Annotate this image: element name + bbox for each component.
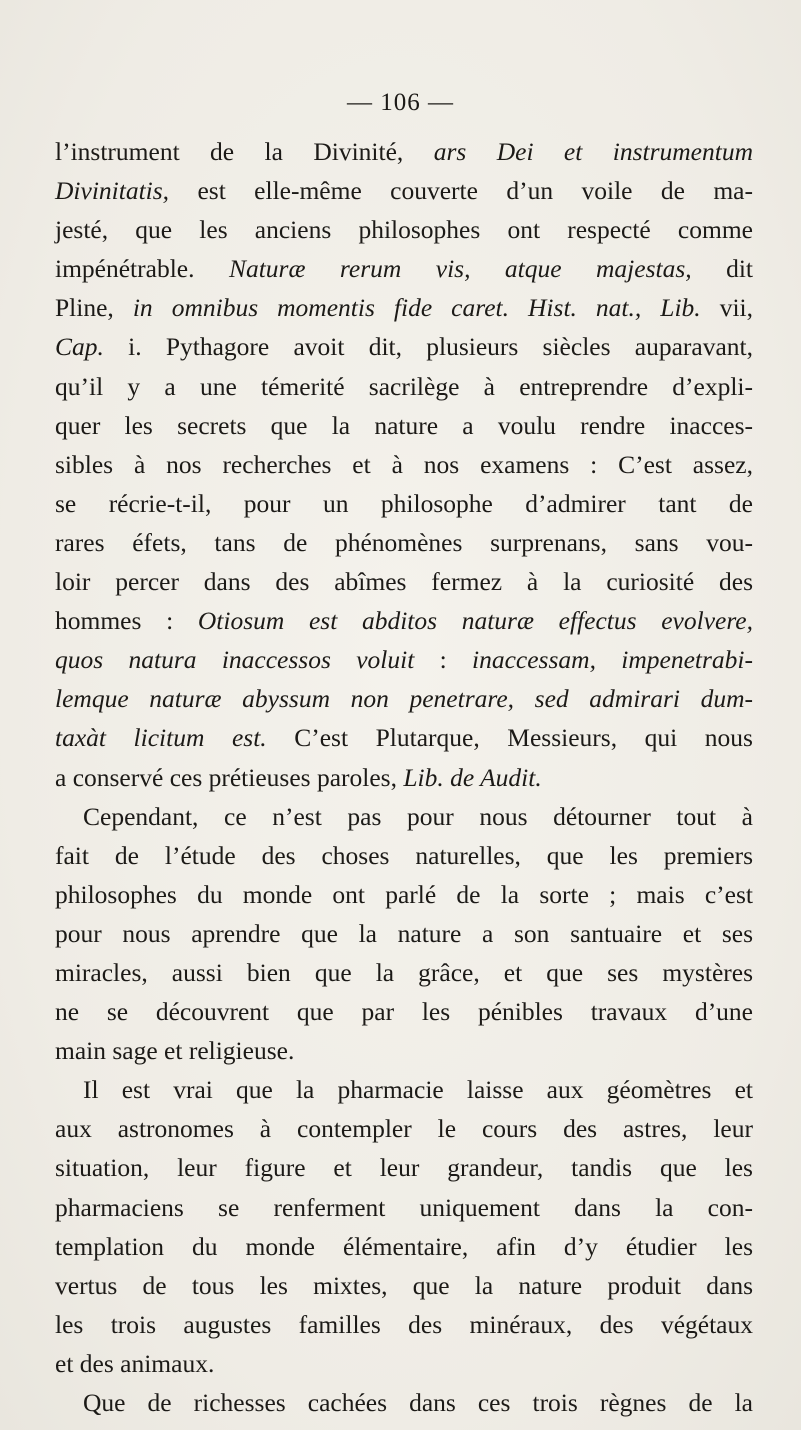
text-line [55, 249, 753, 288]
text-line [55, 758, 753, 797]
text-line [55, 210, 753, 249]
italic-text-segment: Naturæ rerum vis, atque majestas, [228, 254, 692, 284]
text-segment: dit [691, 254, 754, 284]
italic-text-segment: Lib. de Audit. [403, 762, 542, 792]
text-line [55, 484, 753, 523]
text-line [55, 1383, 753, 1422]
italic-text-segment: in omnibus momentis fide caret. Hist. nat., Lib. [132, 293, 701, 323]
text-segment: i. Pythagore avoit dit, plusieurs siècles auparavant, [103, 332, 753, 362]
text-line [55, 1109, 753, 1148]
italic-text-segment: ars Dei et instrumentum [433, 137, 753, 166]
text-segment: les trois augustes familles des minéraux, des végétaux [55, 1309, 753, 1339]
text-line [55, 1031, 753, 1070]
text-line [55, 640, 753, 679]
text-line [55, 367, 753, 406]
text-line [55, 327, 753, 366]
text-segment: miracles, aussi bien que la grâce, et que ses mystères [55, 957, 753, 987]
text-segment: sibles à nos recherches et à nos examens : C’est assez, [55, 449, 753, 479]
italic-text-segment: lemque naturæ abyssum non penetrare, sed admirari dum- [55, 684, 753, 714]
text-segment: Que de richesses cachées dans ces trois règnes de la [83, 1388, 753, 1417]
text-line [55, 992, 753, 1031]
text-segment: quer les secrets que la nature a voulu rendre inacces- [55, 410, 753, 440]
text-segment: impénétrable. [55, 254, 229, 284]
text-segment: aux astronomes à contempler le cours des astres, leur [55, 1114, 753, 1144]
text-line [55, 445, 753, 484]
italic-text-segment: quos natura inaccessos voluit [55, 645, 415, 675]
text-segment: loir percer dans des abîmes fermez à la curiosité des [55, 567, 753, 597]
text-segment: philosophes du monde ont parlé de la sorte ; mais c’est [55, 879, 753, 909]
text-segment: a conservé ces prétieuses paroles, [55, 762, 404, 792]
text-line [55, 1266, 753, 1305]
text-line [55, 523, 753, 562]
text-line [55, 1227, 753, 1266]
text-line [55, 171, 753, 210]
text-line [55, 132, 753, 171]
italic-text-segment: Otiosum est abditos naturæ effectus evolvere, [197, 606, 753, 636]
text-line [55, 718, 753, 757]
text-segment: qu’il y a une témerité sacrilège à entreprendre d’expli- [55, 371, 753, 401]
text-segment: jesté, que les anciens philosophes ont respecté comme [55, 215, 753, 245]
text-line [55, 1148, 753, 1187]
text-line [55, 406, 753, 445]
text-segment: C’est Plutarque, Messieurs, qui nous [266, 723, 753, 753]
text-segment: l’instrument de la Divinité, [55, 137, 434, 166]
text-segment: : [414, 645, 473, 675]
text-segment: pour nous aprendre que la nature a son santuaire et ses [55, 918, 753, 948]
text-line [55, 601, 753, 640]
text-segment: templation du monde élémentaire, afin d’y étudier les [55, 1231, 753, 1261]
text-line [55, 562, 753, 601]
italic-text-segment: taxàt licitum est. [55, 723, 267, 753]
text-line [55, 836, 753, 875]
text-segment: ne se découvrent que par les pénibles travaux d’une [55, 997, 753, 1027]
text-segment: Pline, [55, 293, 133, 323]
italic-text-segment: inaccessam, impenetrabi- [472, 645, 753, 675]
text-segment: vertus de tous les mixtes, que la nature produit dans [55, 1270, 753, 1300]
body-text [55, 132, 753, 1422]
text-line [55, 288, 753, 327]
text-segment: hommes : [55, 606, 198, 636]
italic-text-segment: Divinitatis, [55, 176, 170, 206]
text-segment: vii, [700, 293, 754, 323]
text-line [55, 1188, 753, 1227]
text-segment: et des animaux. [55, 1348, 215, 1378]
text-segment: situation, leur figure et leur grandeur, tandis que les [55, 1153, 753, 1183]
text-segment: est elle-même couverte d’un voile de ma- [169, 176, 753, 206]
text-line [55, 1305, 753, 1344]
text-line [55, 953, 753, 992]
text-segment: Il est vrai que la pharmacie laisse aux géomètres et [83, 1075, 753, 1105]
text-line [55, 1344, 753, 1383]
text-line [55, 797, 753, 836]
text-segment: rares éfets, tans de phénomènes surprenans, sans vou- [55, 527, 753, 557]
text-segment: se récrie-t-il, pour un philosophe d’admirer tant de [55, 488, 753, 518]
text-segment: Cependant, ce n’est pas pour nous détourner tout à [83, 801, 753, 831]
page-number: — 106 — [347, 89, 454, 116]
text-segment: pharmaciens se renferment uniquement dans la con- [55, 1192, 753, 1222]
text-segment: fait de l’étude des choses naturelles, que les premiers [55, 840, 753, 870]
italic-text-segment: Cap. [55, 332, 104, 362]
text-segment: main sage et religieuse. [55, 1036, 295, 1066]
text-line [55, 1070, 753, 1109]
text-line [55, 679, 753, 718]
text-line [55, 875, 753, 914]
text-line [55, 914, 753, 953]
